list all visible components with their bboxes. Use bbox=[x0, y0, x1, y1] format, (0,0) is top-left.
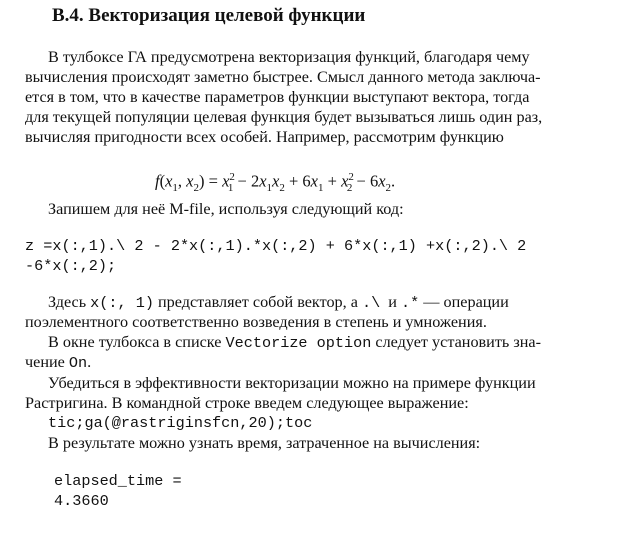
inline-code: Vectorize option bbox=[225, 334, 372, 352]
paragraph-line: В тулбоксе ГА предусмотрена векторизация функций, благодаря чему bbox=[48, 48, 530, 66]
explain-line: Здесь x(:, 1) представляет собой вектор, а .\ и .* — операции bbox=[48, 293, 509, 312]
vectorize-line: чение On. bbox=[25, 353, 92, 372]
paragraph-line: вычисления происходят заметно быстрее. Смысл данного метода заключа- bbox=[25, 68, 541, 86]
formula: $f(x_1$, $x_2) = x^2_1 - 2x_1x_2 + 6x_1 + x^2_2 - 6x_2$. bbox=[155, 171, 396, 194]
mfile-intro: Запишем для неё M-file, используя следующий код: bbox=[48, 200, 404, 218]
inline-code: On bbox=[68, 354, 88, 372]
result-intro: В результате можно узнать время, затраченное на вычисления: bbox=[48, 434, 481, 452]
paragraph-line: вычисляя пригодности всех особей. Например, рассмотрим функцию bbox=[25, 128, 504, 146]
inline-code: x(:, 1) bbox=[90, 294, 154, 312]
paragraph-line: ется в том, что в качестве параметров функции выступают вектора, тогда bbox=[25, 88, 530, 106]
rastrigin-line: Растригина. В командной строке введем следующее выражение: bbox=[25, 394, 469, 412]
output-label: elapsed_time = bbox=[54, 472, 182, 490]
vectorize-line: В окне тулбокса в списке Vectorize option следует установить зна- bbox=[48, 333, 541, 352]
explain-line: поэлементного соответственно возведения в степень и умножения. bbox=[25, 313, 487, 331]
rastrigin-line: Убедиться в эффективности векторизации можно на примере функции bbox=[48, 374, 536, 392]
code-line: -6*x(:,2); bbox=[25, 257, 117, 275]
paragraph-line: для текущей популяции целевая функция будет вызываться лишь один раз, bbox=[25, 108, 543, 126]
inline-code: .\ bbox=[361, 294, 381, 312]
section-heading: B.4. Векторизация целевой функции bbox=[52, 5, 366, 26]
code-line: z =x(:,1).\ 2 - 2*x(:,1).*x(:,2) + 6*x(:,1) +x(:,2).\ 2 bbox=[25, 237, 527, 255]
output-value: 4.3660 bbox=[54, 492, 109, 510]
command-line: tic;ga(@rastriginsfcn,20);toc bbox=[48, 414, 313, 432]
inline-code: .* bbox=[401, 294, 420, 312]
